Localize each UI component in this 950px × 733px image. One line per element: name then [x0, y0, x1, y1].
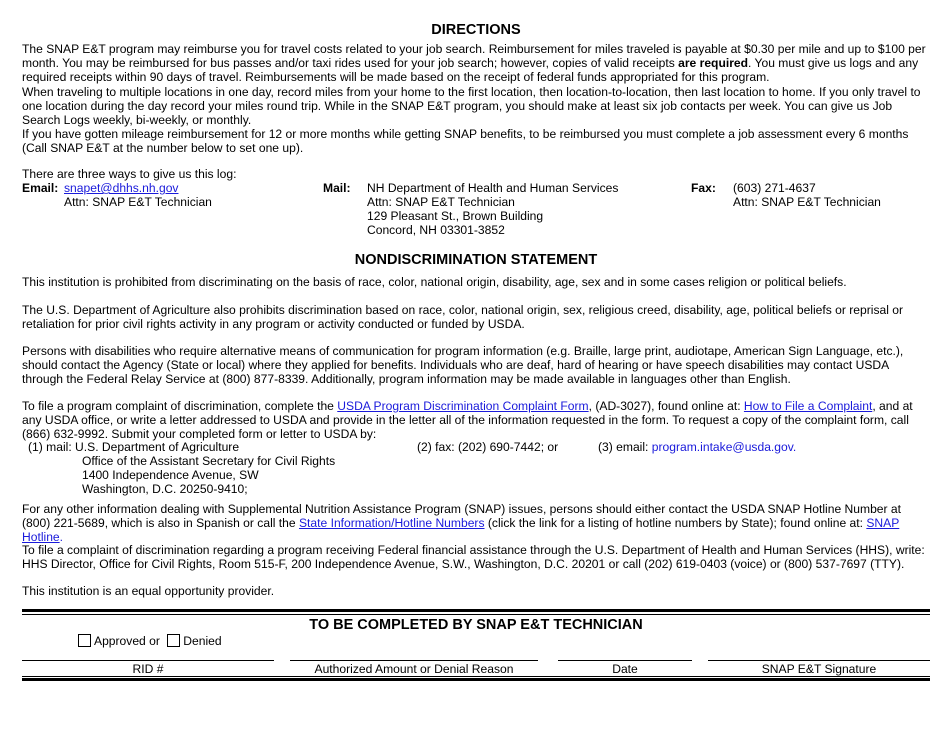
state-hotline-link[interactable]: State Information/Hotline Numbers — [298, 516, 485, 530]
email-label: Email: — [22, 181, 59, 195]
required-emphasis: are required — [678, 56, 749, 70]
fax-number: (603) 271-4637 — [733, 181, 816, 195]
snap-hotline-paragraph: For any other information dealing with Supplemental Nutrition Assistance Program (SNAP) issues, persons should either contact the USDA SNAP Hotline Number at (800) 221-5689, which is also in Spanish or call the State Information/Hotline Numbers (click the link for a listing of hotline numbers by State); found online at: SNAP Hotline. — [22, 502, 902, 544]
submit-option-email: (3) email: program.intake@usda.gov. — [598, 440, 797, 454]
nondiscrimination-paragraph-1: This institution is prohibited from discriminating on the basis of race, color, national origin, disability, age, sex and in some cases religion or political beliefs. — [22, 275, 847, 289]
ways-intro: There are three ways to give us this log: — [22, 167, 237, 181]
amount-field-line[interactable] — [290, 660, 538, 661]
directions-paragraph-3: If you have gotten mileage reimbursement for 12 or more months while getting SNAP benefits, to be reimbursed you must complete a job assessment every 6 months (Call SNAP E&T at the number below to set one up). — [22, 127, 909, 155]
directions-title: DIRECTIONS — [431, 22, 521, 38]
approval-choice — [78, 634, 222, 648]
section-bottom-rule-thin — [22, 676, 930, 677]
denied-label: Denied — [183, 634, 222, 648]
fax-label: Fax: — [691, 181, 716, 195]
snap-hotline-link[interactable]: SNAP Hotline — [22, 516, 900, 544]
date-label: Date — [612, 662, 638, 676]
complaint-form-link[interactable]: USDA Program Discrimination Complaint Form — [337, 399, 589, 413]
technician-title: TO BE COMPLETED BY SNAP E&T TECHNICIAN — [309, 617, 643, 633]
equal-opportunity: This institution is an equal opportunity provider. — [22, 584, 275, 598]
mail-label: Mail: — [323, 181, 351, 195]
date-field-line[interactable] — [558, 660, 692, 661]
section-bottom-rule — [22, 678, 930, 681]
submit-option-fax: (2) fax: (202) 690-7442; or — [417, 440, 559, 454]
rid-label: RID # — [132, 662, 164, 676]
submit-option-mail: (1) mail: U.S. Department of Agriculture Office of the Assistant Secretary for Civil Rights 1400 Independence Avenue, SW Washington, D.C. 20250-9410; — [28, 440, 336, 496]
approved-checkbox[interactable] — [78, 634, 91, 647]
nondiscrimination-paragraph-2: The U.S. Department of Agriculture also prohibits discrimination based on race, color, national origin, sex, religious creed, disability, age, political beliefs or reprisal or retaliation for prior civil rights activity in any program or activity conducted or funded by USDA. — [22, 303, 904, 331]
section-top-rule-thin — [22, 614, 930, 615]
directions-paragraph-2: When traveling to multiple locations in one day, record miles from your home to the first location, then location-to-location, then last location to home. If you only travel to one location during the day record your miles round trip. While in the SNAP E&T program, you should make at least six job contacts per week. You can give us Job Search Logs weekly, bi-weekly, or monthly. — [22, 85, 921, 127]
email-link[interactable]: snapet@dhhs.nh.gov — [64, 181, 179, 195]
nondiscrimination-paragraph-3: Persons with disabilities who require alternative means of communication for program information (e.g. Braille, large print, audiotape, American Sign Language, etc.), should contact the Agency (State or local) where they applied for benefits. Individuals who are deaf, hard of hearing or have speech disabilities may contact USDA through the Federal Relay Service at (800) 877-8339. Additionally, program information may be made available in languages other than English. — [22, 344, 904, 386]
how-to-file-link[interactable]: How to File a Complaint — [743, 399, 873, 413]
approved-label: Approved or — [94, 634, 160, 648]
directions-paragraph-1: The SNAP E&T program may reimburse you for travel costs related to your job search. Reimbursement for miles traveled is payable at $0.30 per mile and up to $100 per month. You may be reimbursed for bus passes and/or taxi rides used for your job search; however, copies of valid receipts are required. You must give us logs and any required receipts within 90 days of travel. Reimbursements will be made based on the receipt of federal funds appropriated for this program. — [22, 42, 926, 84]
intake-email[interactable]: program.intake@usda.gov — [651, 440, 793, 454]
complaint-paragraph: To file a program complaint of discrimination, complete the USDA Program Discrimination Complaint Form, (AD-3027), found online at: How to File a Complaint, and at any USDA office, or write a letter addressed to USDA and provide in the letter all of the information requested in the form. To request a copy of the complaint form, call (866) 632-9992. Submit your completed form or letter to USDA by: — [22, 399, 913, 441]
section-top-rule — [22, 609, 930, 612]
amount-label: Authorized Amount or Denial Reason — [314, 662, 514, 676]
rid-field-line[interactable] — [22, 660, 274, 661]
denied-checkbox[interactable] — [167, 634, 180, 647]
fax-attn: Attn: SNAP E&T Technician — [733, 195, 881, 209]
signature-field-line[interactable] — [708, 660, 930, 661]
mail-address: NH Department of Health and Human Services Attn: SNAP E&T Technician 129 Pleasant St., Brown Building Concord, NH 03301-3852 — [367, 181, 619, 237]
email-attn: Attn: SNAP E&T Technician — [64, 195, 212, 209]
hhs-paragraph: To file a complaint of discrimination regarding a program receiving Federal financial assistance through the U.S. Department of Health and Human Services (HHS), write: HHS Director, Office for Civil Rights, Room 515-F, 200 Independence Avenue, S.W., Washington, D.C. 20201 or call (202) 619-0403 (voice) or (800) 537-7697 (TTY). — [22, 543, 925, 571]
nondiscrimination-title: NONDISCRIMINATION STATEMENT — [354, 252, 598, 268]
signature-label: SNAP E&T Signature — [761, 662, 877, 676]
